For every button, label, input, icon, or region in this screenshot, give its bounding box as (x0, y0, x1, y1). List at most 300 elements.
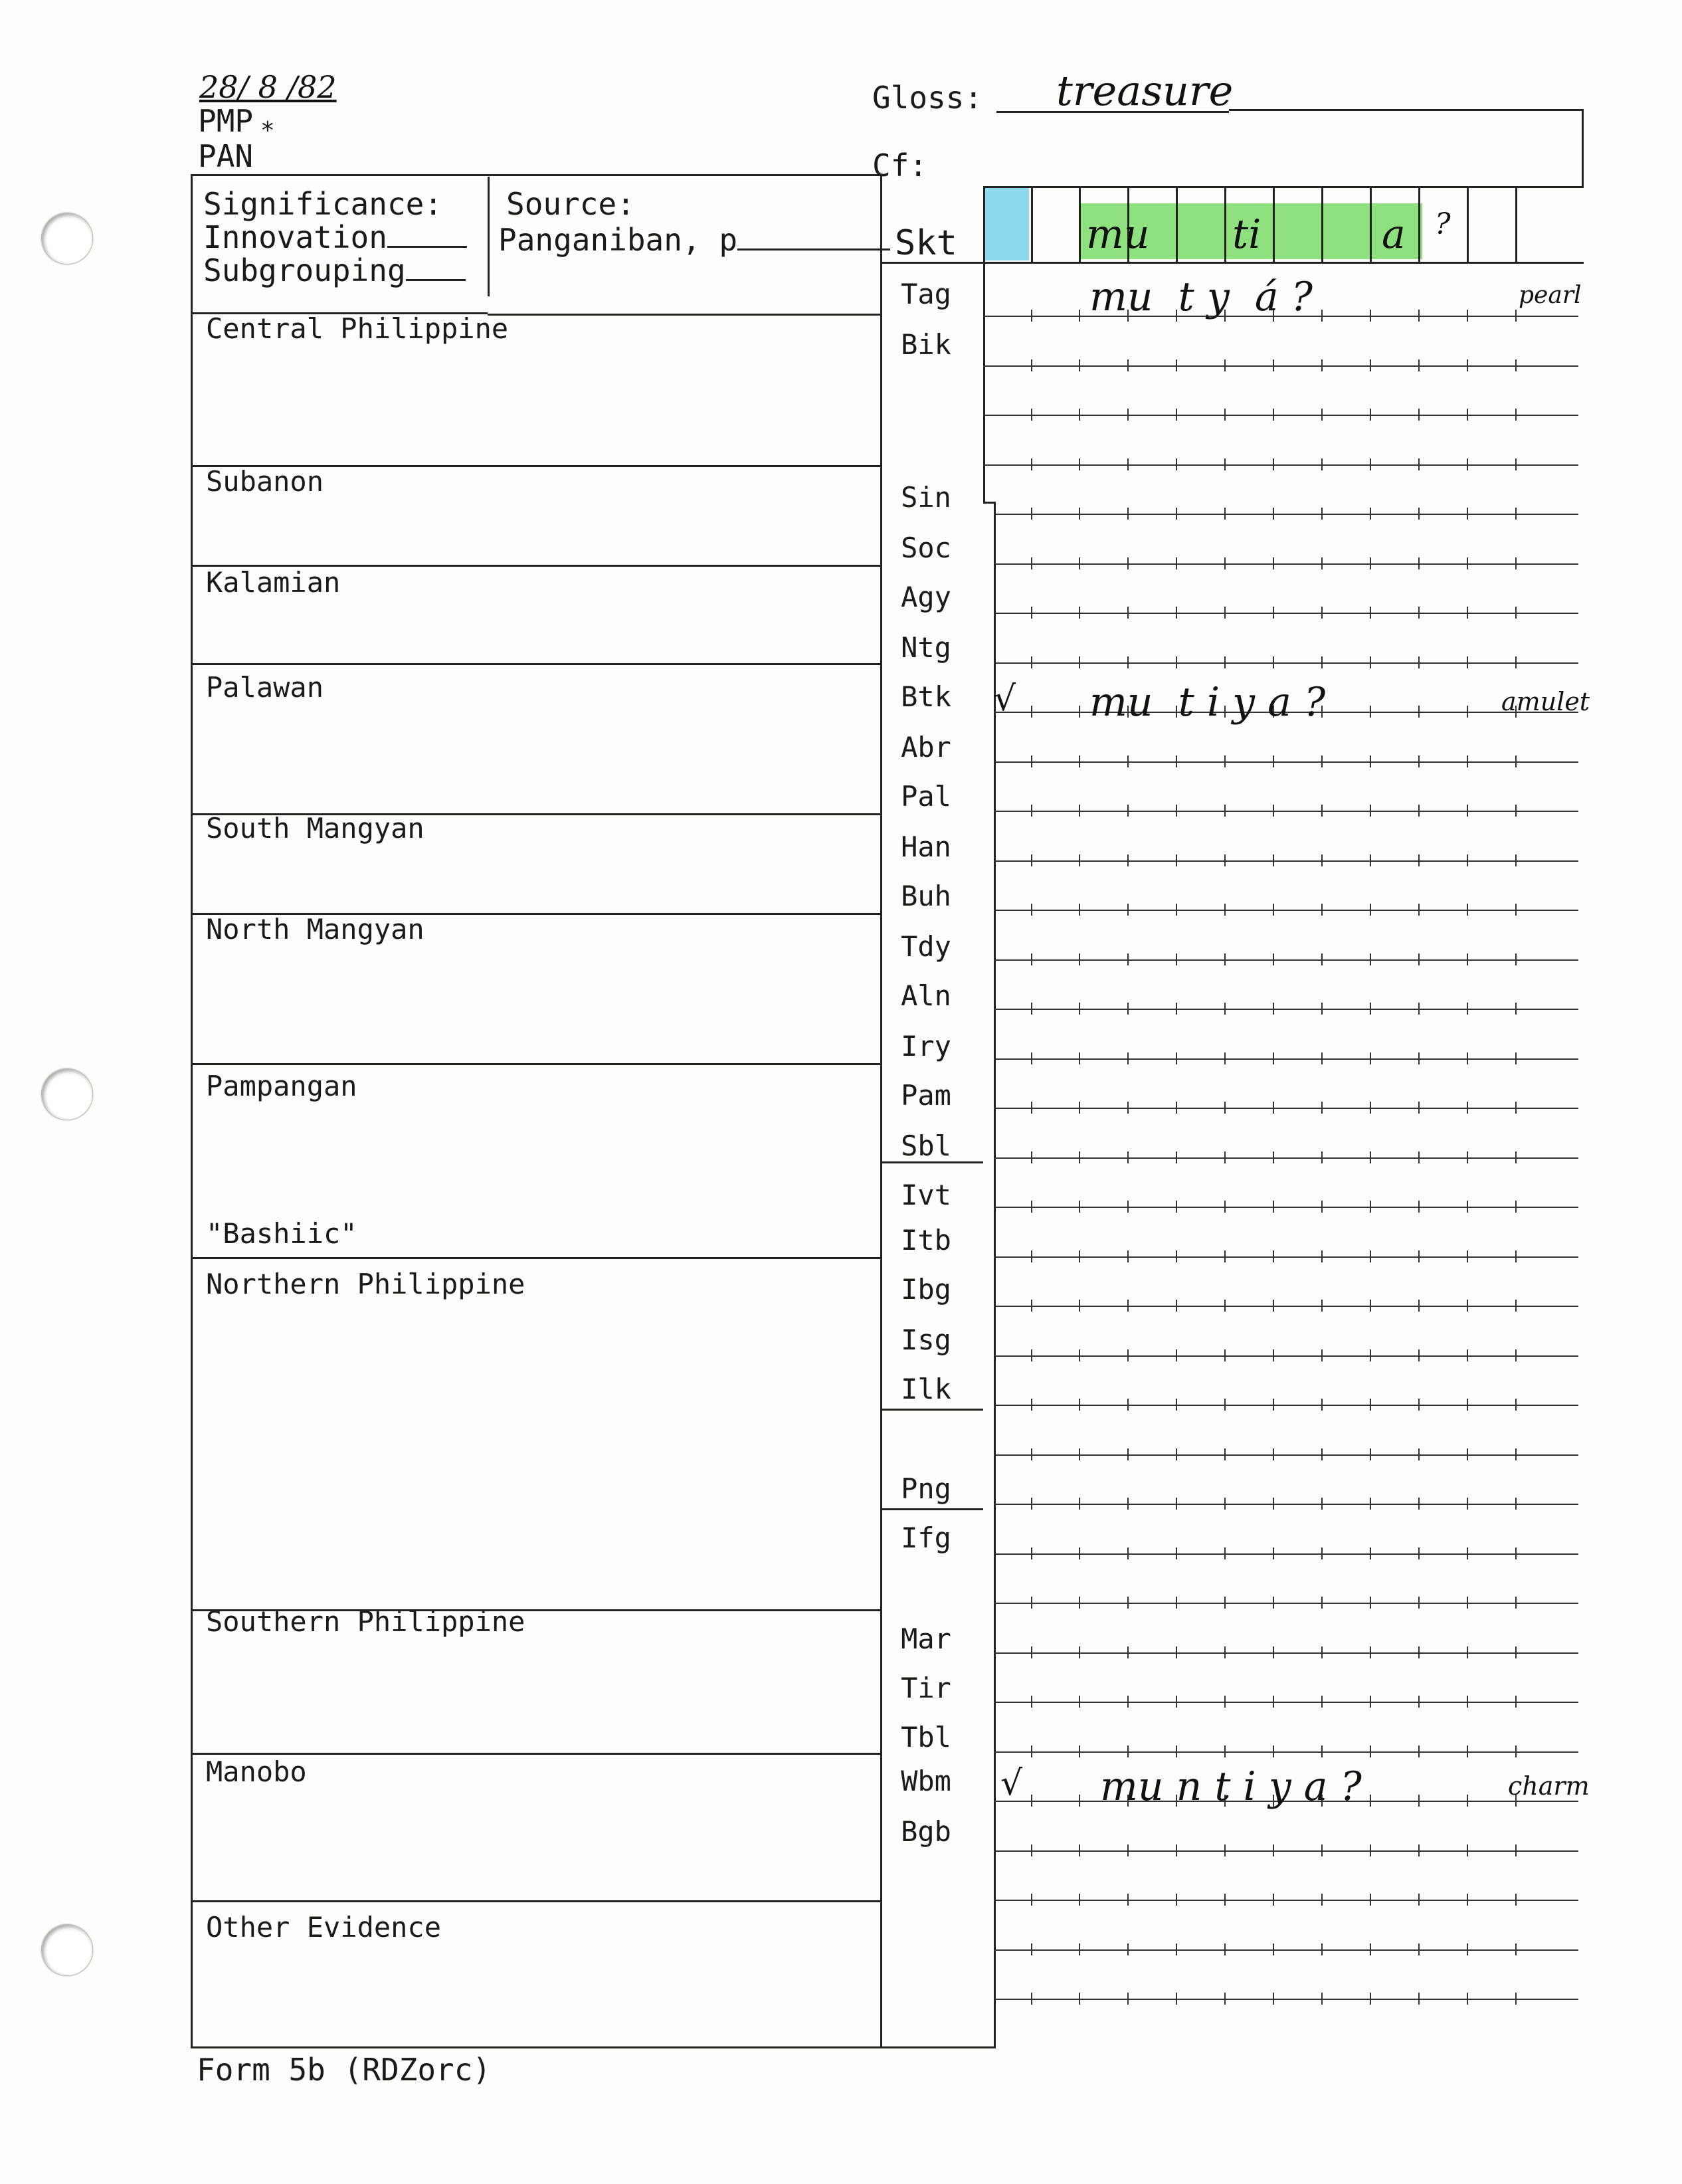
ruled-tick (1418, 1547, 1420, 1559)
ruled-tick (1515, 1696, 1517, 1708)
group-separator (191, 565, 882, 567)
ruled-tick (1515, 310, 1517, 322)
ruled-tick (1176, 508, 1177, 520)
ruled-tick (1176, 1547, 1177, 1559)
ruled-tick (1370, 359, 1371, 371)
ruled-tick (1321, 1052, 1323, 1064)
ruled-line (994, 1009, 1578, 1010)
code-itb: Itb (901, 1224, 951, 1256)
ruled-tick (1273, 458, 1274, 470)
ruled-tick (1127, 1547, 1129, 1559)
ruled-tick (1370, 1448, 1371, 1460)
ruled-tick (1515, 508, 1517, 520)
ruled-tick (1515, 359, 1517, 371)
code-ifg: Ifg (901, 1522, 951, 1554)
ruled-line (994, 1256, 1578, 1258)
ruled-tick (1031, 1547, 1032, 1559)
code-pam: Pam (901, 1079, 951, 1112)
group-separator (191, 1900, 882, 1902)
ruled-line (994, 761, 1578, 763)
skt-blue-cell (985, 188, 1029, 260)
ruled-tick (1031, 1201, 1032, 1213)
ruled-tick (1127, 359, 1129, 371)
ruled-tick (1127, 1349, 1129, 1361)
ruled-tick (1224, 359, 1226, 371)
ruled-tick (1467, 1399, 1468, 1411)
ruled-tick (1418, 755, 1420, 767)
code-mar: Mar (901, 1623, 951, 1655)
ruled-tick (1273, 1003, 1274, 1015)
ruled-tick (1418, 1844, 1420, 1856)
ruled-tick (1321, 1993, 1323, 2005)
ruled-tick (1418, 1300, 1420, 1312)
ruled-tick (1079, 1993, 1080, 2005)
ruled-tick (1370, 1745, 1371, 1757)
ruled-tick (1321, 1844, 1323, 1856)
ruled-tick (1515, 755, 1517, 767)
skt-row-bottom (983, 262, 1584, 264)
frame-jog (983, 502, 995, 504)
skt-cell-divider (1224, 186, 1226, 262)
skt-syllable: mu (1086, 211, 1150, 258)
ruled-tick (1176, 458, 1177, 470)
ruled-tick (1127, 409, 1129, 421)
skt-cell-divider (1273, 186, 1275, 262)
ruled-tick (1467, 508, 1468, 520)
ruled-tick (1321, 1943, 1323, 1955)
ruled-tick (1079, 1250, 1080, 1262)
group-manobo: Manobo (206, 1755, 307, 1788)
ruled-tick (1515, 1201, 1517, 1213)
code-bgb: Bgb (901, 1815, 951, 1848)
ruled-tick (1224, 458, 1226, 470)
ruled-tick (1127, 458, 1129, 470)
ruled-tick (1031, 805, 1032, 817)
ruled-tick (1370, 409, 1371, 421)
ruled-tick (1467, 607, 1468, 619)
subgrouping-label: Subgrouping (203, 252, 466, 288)
ruled-tick (1418, 1498, 1420, 1510)
ruled-tick (1370, 1993, 1371, 2005)
ruled-tick (1321, 904, 1323, 916)
ruled-tick (1418, 310, 1420, 322)
ruled-tick (1370, 1646, 1371, 1658)
ruled-tick (1031, 1250, 1032, 1262)
ruled-line (983, 415, 1578, 416)
ruled-tick (1321, 1894, 1323, 1906)
ruled-tick (1176, 1003, 1177, 1015)
ruled-tick (1224, 1894, 1226, 1906)
ruled-tick (1370, 1597, 1371, 1609)
ruled-tick (1224, 1448, 1226, 1460)
ruled-tick (1418, 1250, 1420, 1262)
ruled-line (994, 1157, 1578, 1159)
ruled-tick (1273, 1201, 1274, 1213)
ruled-line (994, 860, 1578, 862)
ruled-tick (1224, 1102, 1226, 1114)
ruled-tick (1370, 1250, 1371, 1262)
ruled-tick (1079, 1052, 1080, 1064)
ruled-tick (1370, 1003, 1371, 1015)
ruled-tick (1321, 1448, 1323, 1460)
ruled-tick (1418, 359, 1420, 371)
ruled-tick (1515, 1151, 1517, 1163)
ruled-line (994, 1504, 1578, 1505)
ruled-tick (1467, 1745, 1468, 1757)
ruled-tick (1467, 1300, 1468, 1312)
ruled-tick (1515, 458, 1517, 470)
ruled-tick (1273, 1646, 1274, 1658)
ruled-tick (1515, 1745, 1517, 1757)
skt-cell-divider (1467, 186, 1469, 262)
ruled-tick (1467, 458, 1468, 470)
code-iry: Iry (901, 1030, 951, 1062)
ruled-line (994, 1999, 1578, 2000)
ruled-tick (1273, 755, 1274, 767)
ruled-tick (1467, 1003, 1468, 1015)
ruled-tick (1370, 1102, 1371, 1114)
ruled-tick (1515, 1943, 1517, 1955)
ruled-tick (1079, 1795, 1080, 1807)
ruled-tick (1467, 557, 1468, 569)
ruled-tick (1224, 1696, 1226, 1708)
ruled-tick (1031, 1102, 1032, 1114)
ruled-tick (1467, 1795, 1468, 1807)
ruled-tick (1515, 904, 1517, 916)
skt-syllable: a (1382, 211, 1406, 258)
ruled-tick (1273, 1250, 1274, 1262)
ruled-tick (1273, 1597, 1274, 1609)
ruled-tick (1031, 310, 1032, 322)
btk-check: √ (994, 679, 1016, 719)
ruled-tick (1079, 1498, 1080, 1510)
ruled-tick (1176, 1399, 1177, 1411)
ruled-line (994, 1652, 1578, 1654)
pmp-star: * (260, 117, 275, 144)
ruled-tick (1031, 953, 1032, 965)
ruled-line (994, 1603, 1578, 1604)
ruled-tick (1321, 1003, 1323, 1015)
ruled-tick (1467, 1597, 1468, 1609)
skt-syllable: ti (1232, 211, 1262, 258)
ruled-tick (1176, 1745, 1177, 1757)
ruled-tick (1176, 409, 1177, 421)
ruled-tick (1079, 805, 1080, 817)
ruled-tick (1031, 607, 1032, 619)
ruled-tick (1224, 508, 1226, 520)
ruled-tick (1418, 1003, 1420, 1015)
ruled-tick (1321, 1646, 1323, 1658)
ruled-line (994, 662, 1578, 664)
ruled-tick (1418, 1795, 1420, 1807)
ruled-tick (1273, 1498, 1274, 1510)
ruled-tick (1515, 1448, 1517, 1460)
ruled-tick (1127, 1894, 1129, 1906)
frame-right-upper (1582, 109, 1584, 186)
ruled-tick (1127, 854, 1129, 866)
ruled-tick (1127, 1399, 1129, 1411)
ruled-tick (1370, 1300, 1371, 1312)
ruled-tick (1127, 1151, 1129, 1163)
wbm-form: mu n t i y a ? (1100, 1763, 1362, 1810)
source-box-bottom (488, 314, 880, 316)
ruled-tick (1321, 1102, 1323, 1114)
ruled-tick (1031, 904, 1032, 916)
ruled-tick (1127, 1102, 1129, 1114)
frame-top-left (191, 174, 882, 176)
ruled-tick (1273, 656, 1274, 668)
ruled-tick (1031, 1993, 1032, 2005)
code-png: Png (901, 1472, 951, 1505)
ruled-tick (1079, 557, 1080, 569)
ruled-tick (1321, 805, 1323, 817)
ruled-tick (1273, 409, 1274, 421)
ruled-tick (1031, 1844, 1032, 1856)
ruled-tick (1224, 1498, 1226, 1510)
ruled-tick (1418, 1201, 1420, 1213)
code-sin: Sin (901, 481, 951, 514)
date: 28/ 8 /82 (199, 69, 337, 105)
ruled-tick (1224, 557, 1226, 569)
code-agy: Agy (901, 581, 951, 613)
ruled-tick (1079, 755, 1080, 767)
ruled-tick (1079, 1448, 1080, 1460)
ruled-tick (1418, 409, 1420, 421)
ruled-tick (1224, 409, 1226, 421)
ruled-tick (1321, 656, 1323, 668)
group-separator (191, 813, 882, 815)
ruled-tick (1418, 656, 1420, 668)
ruled-tick (1370, 854, 1371, 866)
pan-label: PAN (198, 138, 254, 174)
ruled-tick (1224, 1003, 1226, 1015)
ruled-tick (1079, 1597, 1080, 1609)
skt-cell-divider (1031, 186, 1033, 262)
ruled-tick (1031, 656, 1032, 668)
ruled-tick (1176, 1993, 1177, 2005)
ruled-tick (1273, 854, 1274, 866)
code-sbl: Sbl (901, 1130, 951, 1162)
ruled-tick (1224, 1993, 1226, 2005)
ruled-tick (1176, 1597, 1177, 1609)
code-skt: Skt (895, 223, 957, 263)
wbm-check: √ (1000, 1763, 1023, 1803)
ruled-tick (1176, 1151, 1177, 1163)
ruled-line (994, 514, 1578, 515)
ruled-tick (1321, 1498, 1323, 1510)
ruled-tick (1127, 904, 1129, 916)
ruled-tick (1515, 1646, 1517, 1658)
ruled-tick (1127, 656, 1129, 668)
ruled-line (994, 1850, 1578, 1852)
ruled-tick (1370, 1201, 1371, 1213)
ruled-tick (1079, 1151, 1080, 1163)
ruled-tick (1224, 1547, 1226, 1559)
grid-top (983, 186, 1584, 188)
group-subanon: Subanon (206, 465, 324, 498)
ruled-tick (1515, 1399, 1517, 1411)
ruled-line (994, 1900, 1578, 1901)
ruled-tick (1418, 904, 1420, 916)
ruled-line (994, 959, 1578, 961)
ruled-tick (1273, 1844, 1274, 1856)
tag-gloss: pearl (1519, 282, 1582, 309)
skt-cell-divider (1176, 186, 1178, 262)
ruled-tick (1370, 755, 1371, 767)
ruled-tick (1127, 1993, 1129, 2005)
ruled-tick (1515, 1003, 1517, 1015)
ruled-tick (1224, 1844, 1226, 1856)
ruled-line (994, 1405, 1578, 1406)
ruled-line (994, 1454, 1578, 1456)
code-btk: Btk (901, 680, 951, 713)
ruled-tick (1176, 557, 1177, 569)
code-ntg: Ntg (901, 631, 951, 664)
ruled-tick (1127, 1745, 1129, 1757)
ruled-line (994, 1553, 1578, 1555)
ruled-tick (1079, 1943, 1080, 1955)
ruled-tick (1176, 1102, 1177, 1114)
ruled-tick (1031, 458, 1032, 470)
ruled-tick (1321, 854, 1323, 866)
ruled-tick (1515, 656, 1517, 668)
ruled-tick (1224, 1943, 1226, 1955)
ruled-tick (1370, 508, 1371, 520)
ruled-tick (1127, 1696, 1129, 1708)
ruled-tick (1418, 1399, 1420, 1411)
group-southern-philippine: Southern Philippine (206, 1605, 525, 1638)
innovation-label: Innovation (203, 219, 467, 255)
code-buh: Buh (901, 880, 951, 912)
ruled-tick (1127, 1498, 1129, 1510)
ruled-tick (1224, 1201, 1226, 1213)
ruled-tick (1127, 1844, 1129, 1856)
ruled-tick (1127, 557, 1129, 569)
ruled-tick (1176, 656, 1177, 668)
ruled-tick (1418, 1696, 1420, 1708)
ruled-tick (1031, 854, 1032, 866)
ruled-tick (1515, 607, 1517, 619)
significance-box (193, 177, 490, 296)
code-tbl: Tbl (901, 1721, 951, 1753)
ruled-tick (1370, 1151, 1371, 1163)
ruled-tick (1224, 1349, 1226, 1361)
ruled-tick (1321, 458, 1323, 470)
ruled-tick (1176, 1646, 1177, 1658)
ruled-tick (1176, 953, 1177, 965)
skt-cell-divider (1370, 186, 1372, 262)
ruled-tick (1467, 805, 1468, 817)
ruled-tick (1031, 1052, 1032, 1064)
ruled-tick (1370, 1399, 1371, 1411)
ruled-tick (1079, 1003, 1080, 1015)
ruled-tick (1031, 508, 1032, 520)
ruled-tick (1273, 1894, 1274, 1906)
ruled-tick (1370, 805, 1371, 817)
ruled-tick (1031, 1399, 1032, 1411)
code-abr: Abr (901, 731, 951, 763)
ruled-tick (1321, 557, 1323, 569)
ruled-line (994, 1207, 1578, 1208)
ruled-tick (1273, 1300, 1274, 1312)
frame-bottom (191, 2046, 996, 2048)
ruled-tick (1418, 557, 1420, 569)
ruled-tick (1127, 1250, 1129, 1262)
ruled-tick (1273, 1448, 1274, 1460)
ruled-tick (1515, 1993, 1517, 2005)
ruled-tick (1418, 1943, 1420, 1955)
ruled-tick (1031, 557, 1032, 569)
ruled-tick (1079, 1201, 1080, 1213)
ruled-tick (1079, 1102, 1080, 1114)
ruled-tick (1273, 1547, 1274, 1559)
ruled-line (994, 1058, 1578, 1060)
ruled-tick (1031, 755, 1032, 767)
ruled-tick (1224, 1052, 1226, 1064)
ruled-tick (1515, 1250, 1517, 1262)
ruled-tick (1321, 1151, 1323, 1163)
ruled-tick (1273, 1349, 1274, 1361)
ruled-tick (1370, 1349, 1371, 1361)
group-other-evidence: Other Evidence (206, 1911, 442, 1943)
gloss-value: treasure (1056, 66, 1234, 115)
ruled-tick (1467, 953, 1468, 965)
ruled-tick (1418, 805, 1420, 817)
btk-gloss: amulet (1501, 687, 1590, 716)
ruled-tick (1418, 458, 1420, 470)
pmp-label: PMP (198, 103, 254, 139)
ruled-tick (1273, 1399, 1274, 1411)
skt-cell-divider (1321, 186, 1323, 262)
ruled-tick (1079, 1300, 1080, 1312)
ruled-tick (1370, 656, 1371, 668)
ruled-tick (1079, 1696, 1080, 1708)
punch-hole (41, 213, 93, 264)
ruled-tick (1031, 1943, 1032, 1955)
group-northern-philippine: Northern Philippine (206, 1268, 525, 1300)
ruled-tick (1079, 607, 1080, 619)
ruled-tick (1224, 953, 1226, 965)
ruled-tick (1079, 1844, 1080, 1856)
ruled-tick (1079, 409, 1080, 421)
frame-grid-left-lower (994, 502, 996, 2046)
ruled-tick (1467, 1498, 1468, 1510)
ruled-tick (1418, 1597, 1420, 1609)
ruled-tick (1224, 1745, 1226, 1757)
punch-hole (41, 1068, 93, 1120)
ruled-tick (1224, 854, 1226, 866)
ruled-tick (1467, 656, 1468, 668)
ruled-tick (1127, 1646, 1129, 1658)
ruled-tick (1031, 1646, 1032, 1658)
ruled-tick (1079, 310, 1080, 322)
group-separator (191, 1753, 882, 1755)
ruled-tick (1273, 1745, 1274, 1757)
ruled-tick (1467, 1844, 1468, 1856)
ruled-tick (1224, 1300, 1226, 1312)
group-bashiic: "Bashiic" (206, 1217, 357, 1250)
code-pal: Pal (901, 780, 951, 813)
ruled-tick (1321, 1250, 1323, 1262)
frame-left (191, 174, 193, 2046)
ruled-tick (1031, 1795, 1032, 1807)
ruled-tick (1515, 409, 1517, 421)
ruled-tick (1031, 1745, 1032, 1757)
ruled-tick (1127, 1300, 1129, 1312)
ruled-line (994, 1355, 1578, 1357)
ruled-tick (1127, 1597, 1129, 1609)
ruled-tick (1467, 359, 1468, 371)
